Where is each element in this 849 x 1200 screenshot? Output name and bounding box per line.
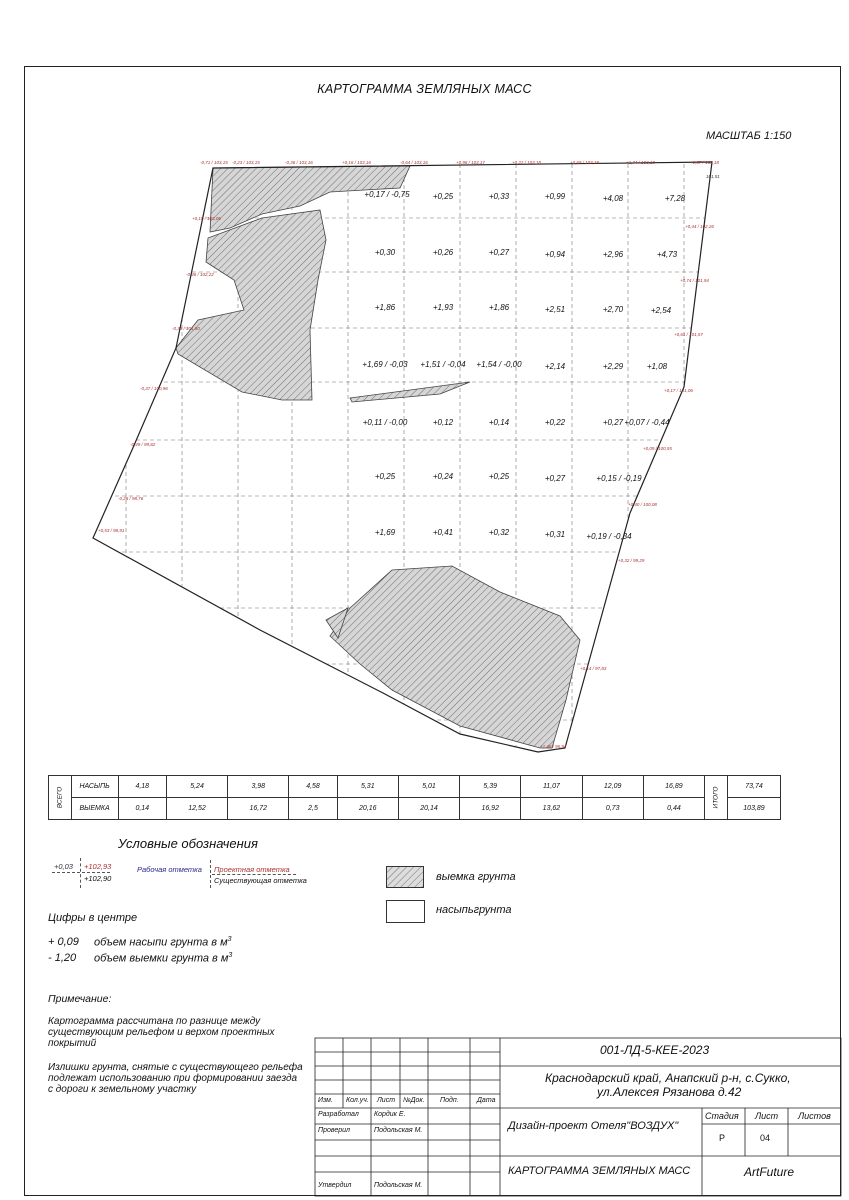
svg-text:+1,48 / 95,94: +1,48 / 95,94 (540, 744, 567, 749)
role-checker: Проверил (318, 1127, 350, 1134)
note-paragraph-2: Излишки грунта, снятые с существующего рельефа подлежат использованию при формировании заезда с дороги к земельному участку (48, 1062, 303, 1095)
cell-volume: +2,14 (544, 362, 566, 371)
svg-text:+0,32 / 99,29: +0,32 / 99,29 (618, 558, 645, 563)
fill-sample: + 0,09 (48, 936, 79, 948)
svg-text:-0,37 / 100,96: -0,37 / 100,96 (140, 386, 168, 391)
cell-volume: +0,30 (374, 248, 396, 257)
svg-text:+0,09 / 100,55: +0,09 / 100,55 (643, 446, 672, 451)
center-numbers-title: Цифры в центре (48, 912, 138, 924)
cell-volume: +0,19 / -0,34 (586, 532, 632, 541)
svg-text:+0,44 / 102,26: +0,44 / 102,26 (685, 224, 714, 229)
cell-volume: +0,94 (544, 250, 566, 259)
svg-text:+0,17 / 101,06: +0,17 / 101,06 (664, 388, 693, 393)
svg-text:-0,64 / 103,16: -0,64 / 103,16 (400, 160, 428, 165)
sheet-value: 04 (760, 1133, 771, 1143)
fill-value: 11,07 (521, 776, 582, 798)
cell-volume: +0,25 (488, 472, 510, 481)
svg-text:-0,28 / 98,76: -0,28 / 98,76 (118, 496, 144, 501)
fill-value: 5,31 (337, 776, 398, 798)
sample-existing-mark: +102,90 (84, 874, 112, 883)
cell-volume: +1,86 (374, 303, 396, 312)
cut-value: 20,16 (337, 798, 398, 820)
legend-title: Условные обозначения (118, 836, 258, 851)
svg-text:-0,36 / 103,16: -0,36 / 103,16 (285, 160, 313, 165)
address-line-1: Краснодарский край, Анапский р-н, с.Сукко, (545, 1071, 791, 1085)
stage-label: Стадия (705, 1111, 739, 1121)
cut-value: 0,14 (118, 798, 166, 820)
cut-value: 16,92 (460, 798, 521, 820)
sheet-label: Лист (755, 1111, 779, 1121)
cell-volume: +2,54 (650, 306, 672, 315)
header-ndok: №Док. (403, 1097, 425, 1104)
scale-label: МАСШТАБ 1:150 (706, 130, 792, 142)
cell-volume: +0,27 (602, 418, 624, 427)
cut-value: 2,5 (289, 798, 337, 820)
cell-volume: +0,26 (432, 248, 454, 257)
cell-volume: +0,32 (488, 528, 510, 537)
sample-design-mark: +102,93 (84, 862, 112, 871)
total-label: ИТОГО (705, 776, 728, 820)
cell-volume: +0,27 (544, 474, 566, 483)
svg-text:+0,61 / 101,57: +0,61 / 101,57 (674, 332, 703, 337)
svg-text:+0,10 / 103,06: +0,10 / 103,06 (192, 216, 221, 221)
fill-value: 3,98 (228, 776, 289, 798)
existing-mark-label: Существующая отметка (214, 876, 307, 885)
svg-text:+0,16 / 103,16: +0,16 / 103,16 (342, 160, 371, 165)
header-izm: Изм. (318, 1097, 333, 1104)
fill-value: 5,24 (166, 776, 227, 798)
svg-text:-0,71 / 103,15: -0,71 / 103,15 (200, 160, 228, 165)
cell-volume: +0,14 (488, 418, 510, 427)
cut-desc: объем выемки грунта в $м^3$ (94, 952, 233, 965)
header-podp: Подп. (440, 1097, 459, 1104)
cut-sample: - 1,20 (48, 952, 77, 964)
cell-volume: +2,96 (602, 250, 624, 259)
header-data: Дата (477, 1097, 496, 1104)
cell-volume: +0,31 (544, 530, 566, 539)
checker-name: Подольская М. (374, 1127, 423, 1134)
svg-text:-0,23 / 103,15: -0,23 / 103,15 (232, 160, 260, 165)
svg-text:+0,96 / 103,17: +0,96 / 103,17 (456, 160, 485, 165)
cell-volume: +0,99 (544, 192, 566, 201)
doc-code: 001-ЛД-5-КЕЕ-2023 (600, 1043, 710, 1057)
svg-text:+0,40 / 100,08: +0,40 / 100,08 (628, 502, 657, 507)
note-paragraph-1: Картограмма рассчитана по разнице между существующим рельефом и верхом проектных покрытий (48, 1016, 275, 1049)
fill-value: 12,09 (582, 776, 643, 798)
cell-volume: +0,12 (432, 418, 454, 427)
sheet-title: КАРТОГРАММА ЗЕМЛЯНЫХ МАСС (508, 1165, 691, 1177)
svg-text:+0,69 / 103,18: +0,69 / 103,18 (570, 160, 599, 165)
fill-desc: объем насыпи грунта в $м^3$ (94, 936, 232, 949)
approver-name: Подольская М. (374, 1182, 423, 1189)
cell-volume: +1,54 / -0,00 (476, 360, 522, 369)
cell-volume: +2,51 (544, 305, 566, 314)
cell-volume: +1,08 (646, 362, 668, 371)
cut-total: 103,89 (728, 798, 781, 820)
design-mark-label: Проектная отметка (214, 865, 290, 874)
svg-text:+1,67 / 103,18: +1,67 / 103,18 (690, 160, 719, 165)
cut-value: 0,44 (643, 798, 704, 820)
cut-legend-label: выемка грунта (436, 871, 516, 883)
svg-text:+1,74 / 103,18: +1,74 / 103,18 (626, 160, 655, 165)
fill-value: 16,89 (643, 776, 704, 798)
role-developer: Разработал (318, 1111, 359, 1118)
svg-text:+0,53 / 98,91: +0,53 / 98,91 (98, 528, 125, 533)
sheets-label: Листов (798, 1111, 831, 1121)
total-side-label: ВСЕГО (49, 776, 72, 820)
fill-row-label: НАСЫПЬ (71, 776, 118, 798)
cut-value: 16,72 (228, 798, 289, 820)
cell-volume: +0,25 (374, 472, 396, 481)
cell-volume: +1,51 / -0,04 (420, 360, 466, 369)
cell-volume: +0,17 / -0,75 (364, 190, 410, 199)
cell-volume: +1,69 (374, 528, 396, 537)
cut-value: 12,52 (166, 798, 227, 820)
svg-text:+0,74 / 101,94: +0,74 / 101,94 (680, 278, 709, 283)
drawing-title: КАРТОГРАММА ЗЕМЛЯНЫХ МАСС (317, 82, 532, 96)
cell-volume: +0,41 (432, 528, 454, 537)
cell-volume: +0,33 (488, 192, 510, 201)
cell-volume: +4,08 (602, 194, 624, 203)
fill-value: 4,18 (118, 776, 166, 798)
cell-volume: +0,25 (432, 192, 454, 201)
address-line-2: ул.Алексея Рязанова д.42 (597, 1085, 742, 1099)
cut-row-label: ВЫЕМКА (71, 798, 118, 820)
svg-text:+0,14 / 97,83: +0,14 / 97,83 (580, 666, 607, 671)
role-approver: Утвердил (318, 1182, 352, 1189)
svg-text:-0,49 / 99,82: -0,49 / 99,82 (130, 442, 156, 447)
cell-volume: +2,70 (602, 305, 624, 314)
cell-volume: +0,07 / -0,44 (624, 418, 670, 427)
notes-title: Примечание: (48, 993, 112, 1005)
cell-volume: +0,11 / -0,00 (362, 418, 408, 427)
fill-value: 5,39 (460, 776, 521, 798)
work-mark-label: Рабочая отметка (137, 865, 202, 874)
cell-volume: +1,93 (432, 303, 454, 312)
cut-value: 0,73 (582, 798, 643, 820)
cell-volume: +0,22 (544, 418, 566, 427)
cut-value: 20,14 (398, 798, 459, 820)
svg-text:101,51: 101,51 (706, 174, 720, 179)
svg-text:-0,38 / 101,80: -0,38 / 101,80 (172, 326, 200, 331)
fill-legend-label: насыпьгрунта (436, 904, 512, 916)
project-name: Дизайн-проект Отеля"ВОЗДУХ" (508, 1120, 679, 1132)
cell-volume: +2,29 (602, 362, 624, 371)
cell-volume: +1,69 / -0,03 (362, 360, 408, 369)
header-koluch: Кол.уч. (346, 1097, 369, 1104)
cut-value: 13,62 (521, 798, 582, 820)
svg-text:-0,46 / 102,22: -0,46 / 102,22 (186, 272, 214, 277)
cell-volume: +4,73 (656, 250, 678, 259)
header-list: Лист (377, 1097, 396, 1104)
sample-work-mark: +0,03 (54, 862, 73, 871)
fill-value: 5,01 (398, 776, 459, 798)
cell-volume: +0,15 / -0,19 (596, 474, 642, 483)
cell-volume: +0,27 (488, 248, 510, 257)
fill-value: 4,58 (289, 776, 337, 798)
cell-volume: +1,86 (488, 303, 510, 312)
company-name: ArtFuture (744, 1165, 795, 1179)
cell-volume: +0,24 (432, 472, 454, 481)
stage-value: Р (719, 1133, 726, 1143)
developer-name: Кордик Е. (374, 1111, 406, 1118)
fill-total: 73,74 (728, 776, 781, 798)
svg-text:+0,22 / 103,18: +0,22 / 103,18 (512, 160, 541, 165)
cell-volume: +7,28 (664, 194, 686, 203)
